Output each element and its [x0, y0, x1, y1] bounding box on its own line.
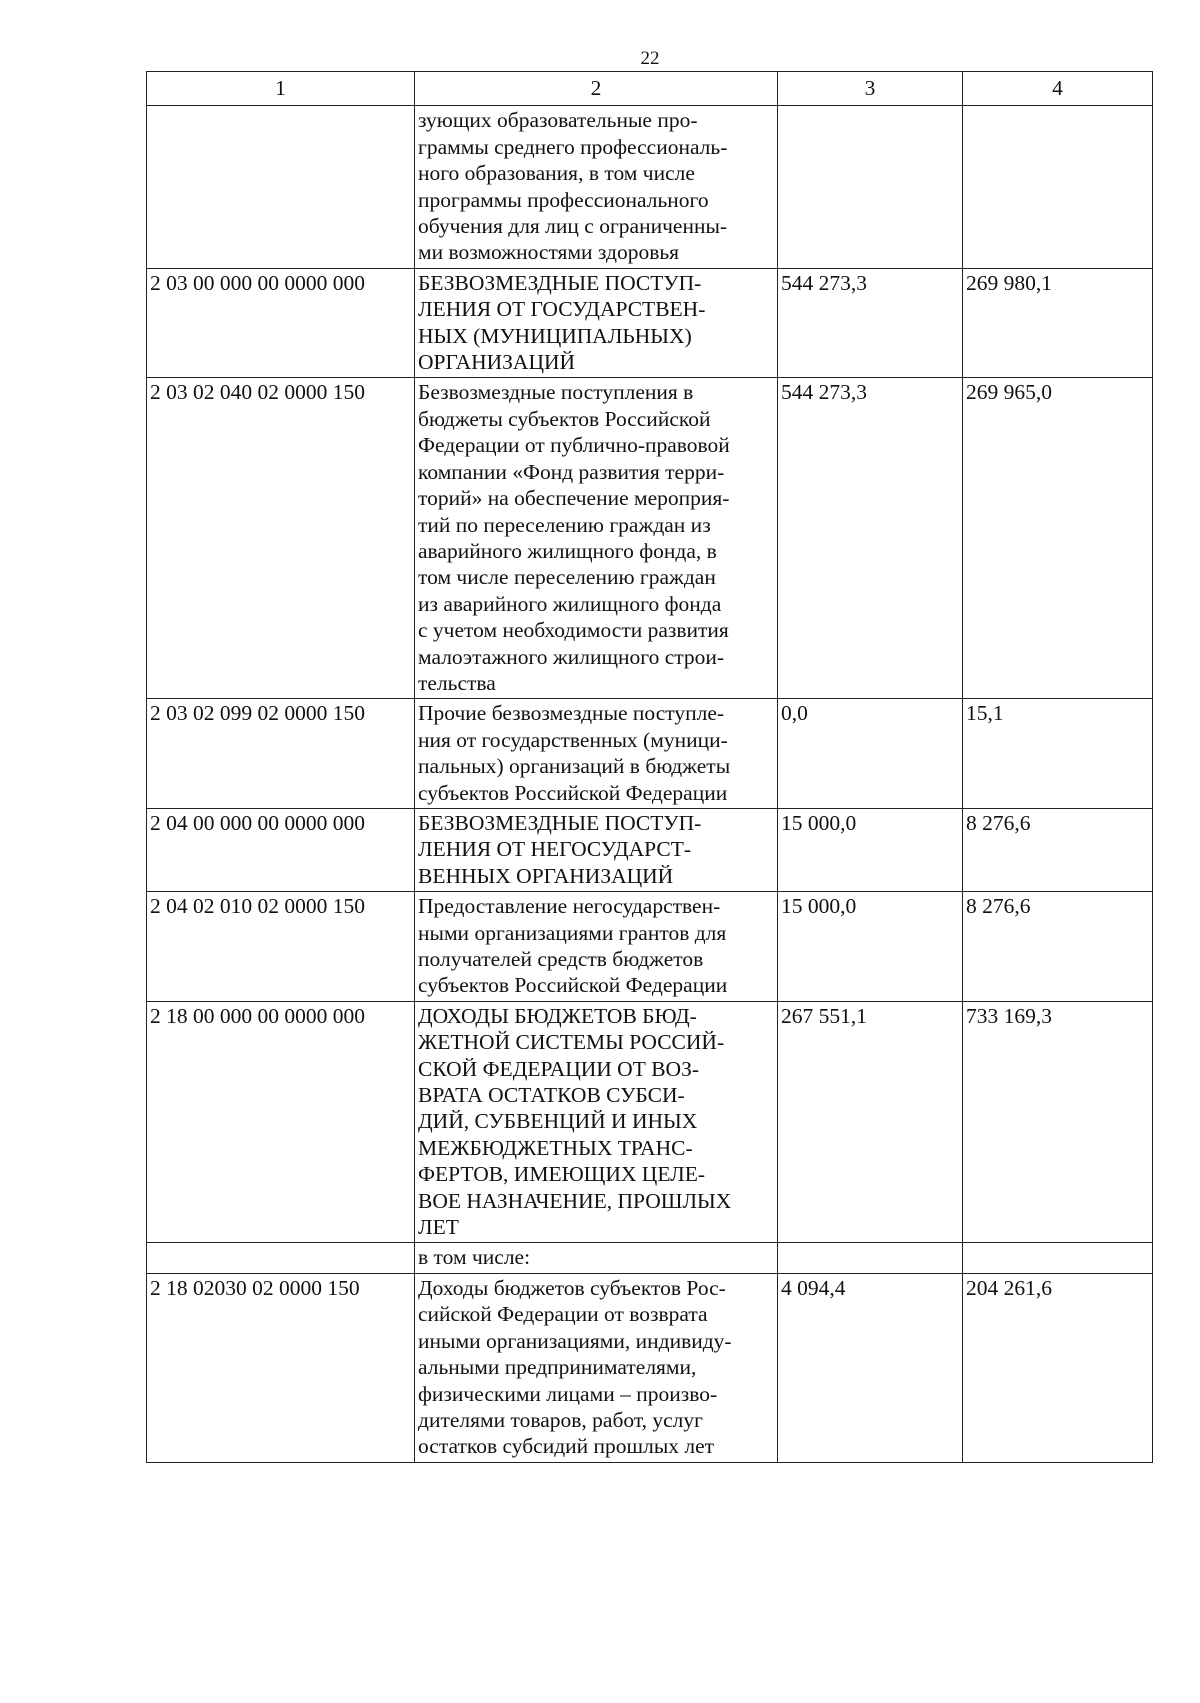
value-col-3: 0,0 — [778, 699, 963, 809]
budget-code: 2 18 02030 02 0000 150 — [147, 1273, 415, 1462]
page-number: 22 — [640, 48, 660, 69]
row-description: в том числе: — [415, 1243, 778, 1273]
row-description: Предоставление негосударствен- ными организациями грантов для получателей средств бюджетов субъектов Российской Федерации — [415, 892, 778, 1002]
table-row — [147, 699, 1153, 809]
value-col-3: 4 094,4 — [778, 1273, 963, 1462]
table-row — [147, 1001, 1153, 1243]
table-row — [147, 378, 1153, 699]
table-row — [147, 808, 1153, 891]
value-col-3: 267 551,1 — [778, 1001, 963, 1243]
row-description: БЕЗВОЗМЕЗДНЫЕ ПОСТУП- ЛЕНИЯ ОТ ГОСУДАРСТВЕН- НЫХ (МУНИЦИПАЛЬНЫХ) ОРГАНИЗАЦИЙ — [415, 268, 778, 378]
column-header-3: 3 — [778, 72, 963, 106]
value-col-3: 544 273,3 — [778, 378, 963, 699]
budget-code: 2 04 00 000 00 0000 000 — [147, 808, 415, 891]
table-row — [147, 1243, 1153, 1273]
value-col-4: 15,1 — [963, 699, 1153, 809]
value-col-4: 204 261,6 — [963, 1273, 1153, 1462]
table-row — [147, 892, 1153, 1002]
row-description: БЕЗВОЗМЕЗДНЫЕ ПОСТУП- ЛЕНИЯ ОТ НЕГОСУДАРСТ- ВЕННЫХ ОРГАНИЗАЦИЙ — [415, 808, 778, 891]
value-col-4: 733 169,3 — [963, 1001, 1153, 1243]
row-description: Доходы бюджетов субъектов Рос- сийской Федерации от возврата иными организациями, индивиду- альными предпринимателями, физическими лицами – произво- дителями товаров, работ, услуг остатков субсидий прошлых лет — [415, 1273, 778, 1462]
column-header-1: 1 — [147, 72, 415, 106]
value-col-3 — [778, 106, 963, 268]
budget-code: 2 18 00 000 00 0000 000 — [147, 1001, 415, 1243]
value-col-4: 8 276,6 — [963, 892, 1153, 1002]
table-row — [147, 1273, 1153, 1462]
budget-code: 2 03 02 040 02 0000 150 — [147, 378, 415, 699]
column-header-4: 4 — [963, 72, 1153, 106]
row-description: зующих образовательные про- граммы среднего профессиональ- ного образования, в том числе программы профессионального обучения для лиц с ограниченны- ми возможностями здоровья — [415, 106, 778, 268]
value-col-3: 15 000,0 — [778, 892, 963, 1002]
budget-code — [147, 106, 415, 268]
value-col-3: 15 000,0 — [778, 808, 963, 891]
column-header-2: 2 — [415, 72, 778, 106]
table-header-row — [147, 72, 1153, 106]
value-col-3: 544 273,3 — [778, 268, 963, 378]
value-col-4 — [963, 106, 1153, 268]
table-row — [147, 268, 1153, 378]
table-row — [147, 106, 1153, 268]
budget-code: 2 04 02 010 02 0000 150 — [147, 892, 415, 1002]
value-col-4: 269 965,0 — [963, 378, 1153, 699]
row-description: ДОХОДЫ БЮДЖЕТОВ БЮД- ЖЕТНОЙ СИСТЕМЫ РОССИЙ- СКОЙ ФЕДЕРАЦИИ ОТ ВОЗ- ВРАТА ОСТАТКОВ СУБСИ- ДИЙ, СУБВЕНЦИЙ И ИНЫХ МЕЖБЮДЖЕТНЫХ ТРАНС- ФЕРТОВ, ИМЕЮЩИХ ЦЕЛЕ- ВОЕ НАЗНАЧЕНИЕ, ПРОШЛЫХ ЛЕТ — [415, 1001, 778, 1243]
budget-code — [147, 1243, 415, 1273]
budget-table — [146, 71, 1153, 1463]
value-col-3 — [778, 1243, 963, 1273]
value-col-4: 8 276,6 — [963, 808, 1153, 891]
budget-code: 2 03 02 099 02 0000 150 — [147, 699, 415, 809]
value-col-4 — [963, 1243, 1153, 1273]
row-description: Безвозмездные поступления в бюджеты субъектов Российской Федерации от публично-правовой компании «Фонд развития терри- торий» на обеспечение мероприя- тий по переселению граждан из аварийного жилищного фонда, в том числе переселению граждан из аварийного жилищного фонда с учетом необходимости развития малоэтажного жилищного строи- тельства — [415, 378, 778, 699]
row-description: Прочие безвозмездные поступле- ния от государственных (муници- пальных) организаций в бюджеты субъектов Российской Федерации — [415, 699, 778, 809]
budget-code: 2 03 00 000 00 0000 000 — [147, 268, 415, 378]
value-col-4: 269 980,1 — [963, 268, 1153, 378]
